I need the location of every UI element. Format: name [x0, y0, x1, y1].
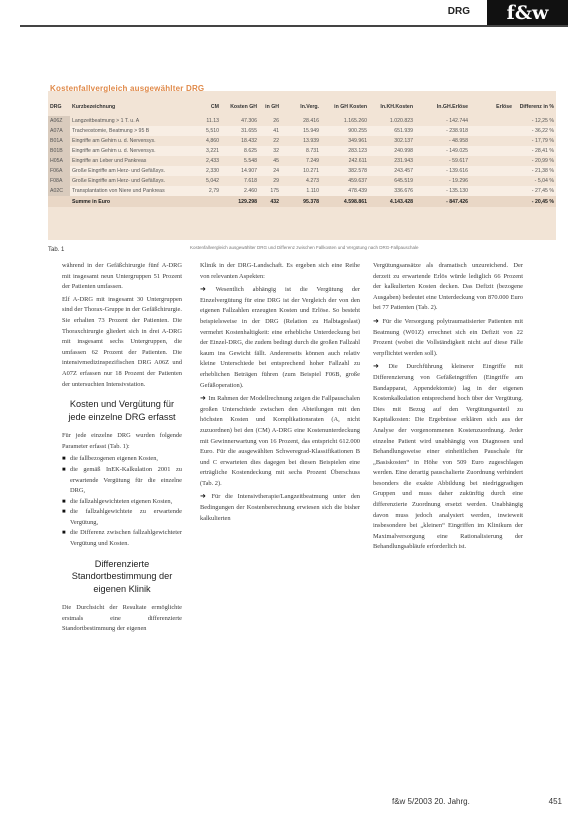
table-cell: 11.13 [206, 118, 219, 124]
col-header: In.Verg. [300, 103, 319, 110]
table-cell: - 238.918 [446, 128, 468, 134]
col-header: Differenz in % [519, 103, 554, 110]
table-cell: - 28,41 % [531, 148, 554, 154]
table-cell: 478.439 [348, 188, 367, 194]
table-cell: 26 [273, 118, 279, 124]
table-cell: 7.249 [306, 158, 319, 164]
table-caption: Tab. 1 [48, 247, 65, 253]
paragraph-arrow [200, 284, 360, 391]
table-cell: H05A [48, 156, 70, 166]
table-row [48, 166, 556, 176]
table-cell: 28.416 [303, 118, 319, 124]
table-cell: 459.637 [348, 178, 367, 184]
table-cell: Eingriffe am Gehirn u. d. Nervensys. [72, 138, 156, 144]
journal-issue: f&w 5/2003 20. Jahrg. [392, 797, 470, 806]
table-header [48, 100, 556, 113]
table-cell: 5,510 [206, 128, 219, 134]
table-cell: A06Z [48, 116, 70, 126]
table-title: Kostenfallvergleich ausgewählter DRG [50, 84, 205, 93]
table-cell: 8.731 [306, 148, 319, 154]
arrow-icon: ➜ [200, 492, 212, 501]
table-cell: - 139.616 [446, 168, 468, 174]
paragraph: Für die Intensivtherapie/Langzeitbeatmung unter den Bedingungen der Kostenberechnung erwiesen sich die bisher kalkulierten [200, 493, 360, 522]
page-header [0, 0, 568, 25]
table-cell: 24 [273, 168, 279, 174]
table-cell: Tracheostomie, Beatmung > 95 B [72, 128, 150, 134]
table-row [48, 186, 556, 196]
table-cell: 4,860 [206, 138, 219, 144]
paragraph-arrow [373, 316, 523, 359]
header-rule [20, 25, 568, 27]
table-cell: 651.939 [394, 128, 413, 134]
table-cell: 22 [273, 138, 279, 144]
table-cell: - 27,45 % [531, 188, 554, 194]
table-cell: - 21,38 % [531, 168, 554, 174]
paragraph: Für die Versorgung polytraumatisierter Patienten mit Beatmung (W01Z) errechnet sich ein Defizit von 22 Prozent (wobei die Vollständigkeit nicht auf diese Fälle verpflichtet werden soll). [373, 317, 523, 357]
paragraph: Die Durchführung kleinerer Eingriffe mit Differenzierung von Gefäßeingriffen (Eingriffe am Bandapparat, Appendektomie) lag in der eigenen Kostenkalkulation entsprechend hoch über der Vergütung. Dies mit Bezug auf den Vergütungsanteil zu Kapitalkosten: Die Ergebnisse erklären sich aus der Analyse der vorgenommenen Kostenzuordnung. Jeder einzelne Patient wird unabhängig von Diagnosen und Behandlungsweise einer einheitlichen Pauschale für „Basiskosten“ in Höhe von 509 Euro zugeschlagen werden. Eine derartig pauschalierte Zuordnung verhindert besonders die exakte Abbildung bei niedriggradigen Gruppen und muss daher zukünftig durch eine differenzierte Zuordnung ersetzt werden. Unabhängig davon muss jedoch analysiert werden, inwieweit insbesondere bei „kleinen“ Eingriffen im Klinikum der Maximalversorgung eine Rationalisierung der Behandlungsabläufe erforderlich ist. [373, 363, 523, 551]
section-heading: Differenzierte Standortbestimmung der eigenen Klinik [71, 558, 173, 594]
col-header: DRG [50, 103, 62, 110]
table-cell: - 20,99 % [531, 158, 554, 164]
bullet-list [62, 454, 182, 549]
table-cell: 243.457 [394, 168, 413, 174]
table-cell: 7.618 [244, 178, 257, 184]
table-cell: 1.110 [306, 188, 319, 194]
paragraph-arrow [200, 491, 360, 524]
col-header: CM [210, 103, 219, 110]
table-cell: 95.378 [303, 198, 319, 205]
col-header: in GH [265, 103, 279, 110]
table-cell: - 17,79 % [531, 138, 554, 144]
col-header: In.KH.Kosten [380, 103, 413, 110]
table-cell: 302.137 [394, 138, 413, 144]
table-cell: Große Eingriffe am Herz- und Gefäßsys. [72, 168, 166, 174]
table-cell: 4.273 [306, 178, 319, 184]
table-cell: 2,330 [206, 168, 219, 174]
paragraph: Klinik in der DRG-Landschaft. Es ergeben sich eine Reihe von relevanten Aspekten: [200, 262, 360, 280]
paragraph-arrow [200, 393, 360, 489]
text-column-2 [200, 261, 360, 526]
text-column-3 [373, 261, 523, 555]
table-cell: 13.939 [303, 138, 319, 144]
table-cell: 1.020.823 [389, 118, 413, 124]
paragraph: Die Durchsicht der Resultate ermöglichte erstmals eine differenzierte Standortbestimmung der eigenen [62, 604, 182, 633]
text-column-1 [62, 261, 182, 637]
section-label: DRG [447, 6, 470, 17]
table-cell: 175 [270, 188, 279, 194]
paragraph: Vergütungsansätze als dramatisch unzureichend. Der derzeit zu erwartende Erlös würde lediglich 66 Prozent der kalkulierten Kosten decken. Das Defizit (bezogene Ausgaben) bedeutet eine Unterdeckung von 870.000 Euro bei 77 Patienten (Tab. 2). [373, 262, 523, 312]
table-cell: Eingriffe an Leber und Pankreas [72, 158, 147, 164]
table-cell: - 142.744 [446, 118, 468, 124]
table-row [48, 156, 556, 166]
paragraph: Für jede einzelne DRG wurden folgende Parameter erfasst (Tab. 1): [62, 432, 182, 450]
arrow-icon: ➜ [200, 285, 216, 294]
table-cell: 14.907 [241, 168, 257, 174]
table-cell: - 847.426 [446, 198, 468, 205]
table-cell: 1.165.260 [343, 118, 367, 124]
table-cell: - 59.617 [448, 158, 468, 164]
table-cell: 18.432 [241, 138, 257, 144]
col-header: in GH Kosten [334, 103, 367, 110]
arrow-icon: ➜ [373, 362, 389, 371]
table-cell: 2,433 [206, 158, 219, 164]
table-cell: 2.460 [244, 188, 257, 194]
table-cell: - 20,45 % [531, 198, 554, 205]
table-cell: 15.949 [303, 128, 319, 134]
section-heading: Kosten und Vergütung für jede einzelne DRG erfasst [68, 399, 176, 422]
table-cell: F08A [48, 176, 70, 186]
journal-logo: f&w [487, 0, 568, 26]
table-cell: - 149.025 [446, 148, 468, 154]
table-cell: Große Eingriffe am Herz- und Gefäßsys. [72, 178, 166, 184]
paragraph: während in der Gefäßchirurgie fünf A-DRG mit insgesamt neun Untergruppen 51 Prozent der Patienten umfassen. [62, 262, 182, 291]
table-cell: 3,221 [206, 148, 219, 154]
table-row [48, 176, 556, 186]
paragraph: Im Rahmen der Modellrechnung zeigen die Fallpauschalen großen Unterschiede zwischen den Abteilungen mit den höchsten Kosten und Komplikationsraten (A, nicht zuzuordnen) bei den (CM) A-DRG eine Kostenunterdeckung mit Gewinnerwartung von 16 Prozent, das entspricht 612.000 Euro. Für die ausgewählten Schweregrad-Klassifikationen B und C erwarteten dies dagegen bei diesen Beispielen eine erträgliche Kostendeckung mit sechs Prozent Überschuss (Tab. 2). [200, 395, 360, 487]
list-item: ■ die fallzahlgewichteten eigenen Kosten, [62, 497, 182, 508]
table-cell: 129.298 [238, 198, 257, 205]
table-note: Kostenfallvergleich ausgewählter DRG und Differenz zwischen Fallkosten und Vergütung nach DRG-Fallpauschale [190, 245, 419, 250]
page-footer [392, 797, 562, 806]
table-cell: 5.548 [244, 158, 257, 164]
table-cell: Transplantation von Niere und Pankreas [72, 188, 165, 194]
table-cell: - 48.958 [448, 138, 468, 144]
table-cell [48, 197, 70, 207]
table-row [48, 146, 556, 156]
table-cell: - 5,04 % [534, 178, 554, 184]
table-cell: Eingriffe am Gehirn u. d. Nervensys. [72, 148, 156, 154]
table-cell: 242.611 [348, 158, 367, 164]
table-cell: 4.598.861 [343, 198, 367, 205]
table-cell: - 135.130 [446, 188, 468, 194]
table-cell: 10.271 [303, 168, 319, 174]
table-cell: Langzeitbeatmung > 1 T. u. A [72, 118, 140, 124]
table-cell: 336.676 [394, 188, 413, 194]
paragraph: Elf A-DRG mit insgesamt 30 Untergruppen sind der Thorax-Gruppe in der Gefäßchirurgie. Sie erhalten 73 Prozent der Patienten. Die Thoraxchirurgie gliedert sich in drei A-DRG mit insgesamt sechs Untergruppen, die umfassen 62 Prozent der Patienten. Die intensivmedizinspezifischen DRG A06Z und A07Z erfassen nur 18 Prozent der Patienten der untersuchten Intensivstation. [62, 295, 182, 388]
col-header: Kurzbezeichnung [72, 103, 116, 110]
paragraph: Wesentlich abhängig ist die Vergütung der Einzelvergütung für eine DRG ist der Vergleich der von den eigenen Fallzahlen erzeugten Kosten und Erlöse. So besteht beispielsweise in der DRG (Relation zu Halbtageslast) vermehrt Kostenhaltigkeit: eine erhebliche Unterdeckung bei der Einzel-DRG, die zudem bedingt durch die großen Fallzahl kaum ins Gewicht fällt. Andererseits können auch relativ kleine Unterschiede bei entsprechend hoher Fallzahl zu erheblichen Beträgen führen (zum Beispiel F06B, große Gefäßoperation). [200, 286, 360, 389]
arrow-icon: ➜ [200, 394, 209, 403]
table-sum-row [48, 196, 556, 207]
table-body [48, 116, 556, 207]
list-item: ■ die fallzahlgewichtete zu erwartende Vergütung, [62, 507, 182, 528]
table-cell: 32 [273, 148, 279, 154]
table-cell: - 19.296 [448, 178, 468, 184]
table-cell: 31.655 [241, 128, 257, 134]
paragraph-arrow [373, 361, 523, 553]
table-cell: F06A [48, 166, 70, 176]
col-header: In.GH.Erlöse [436, 103, 468, 110]
table-cell: 41 [273, 128, 279, 134]
table-cell: 283.123 [348, 148, 367, 154]
list-item: ■ die gemäß InEK-Kalkulation 2001 zu erwartende Vergütung für die einzelne DRG, [62, 465, 182, 497]
arrow-icon: ➜ [373, 316, 383, 325]
table-cell: 349.961 [348, 138, 367, 144]
table-cell: 231.943 [394, 158, 413, 164]
table-cell: 4.143.428 [389, 198, 413, 205]
col-header: Erlöse [496, 103, 512, 110]
table-cell: 29 [273, 178, 279, 184]
table-row [48, 126, 556, 136]
table-cell: A02C [48, 186, 70, 196]
table-cell: 645.519 [394, 178, 413, 184]
table-cell: 240.998 [394, 148, 413, 154]
table-cell: - 12,25 % [531, 118, 554, 124]
table-cell: 432 [270, 198, 279, 205]
table-cell: 5,042 [206, 178, 219, 184]
table-cell: Summe in Euro [72, 198, 111, 205]
col-header: Kosten GH [230, 103, 257, 110]
list-item: ■ die Differenz zwischen fallzahlgewichteter Vergütung und Kosten. [62, 528, 182, 549]
table-cell: 900.255 [348, 128, 367, 134]
table-row [48, 116, 556, 126]
table-cell: B01B [48, 146, 70, 156]
table-cell: B01A [48, 136, 70, 146]
table-cell: 382.578 [348, 168, 367, 174]
list-item: ■ die fallbezogenen eigenen Kosten, [62, 454, 182, 465]
table-cell: 2,79 [208, 188, 219, 194]
table-cell: 8.625 [244, 148, 257, 154]
page-number: 451 [548, 797, 562, 806]
table-cell: A07A [48, 126, 70, 136]
table-cell: 45 [273, 158, 279, 164]
table-cell: - 36,22 % [531, 128, 554, 134]
table-cell: 47.306 [241, 118, 257, 124]
table-row [48, 136, 556, 146]
